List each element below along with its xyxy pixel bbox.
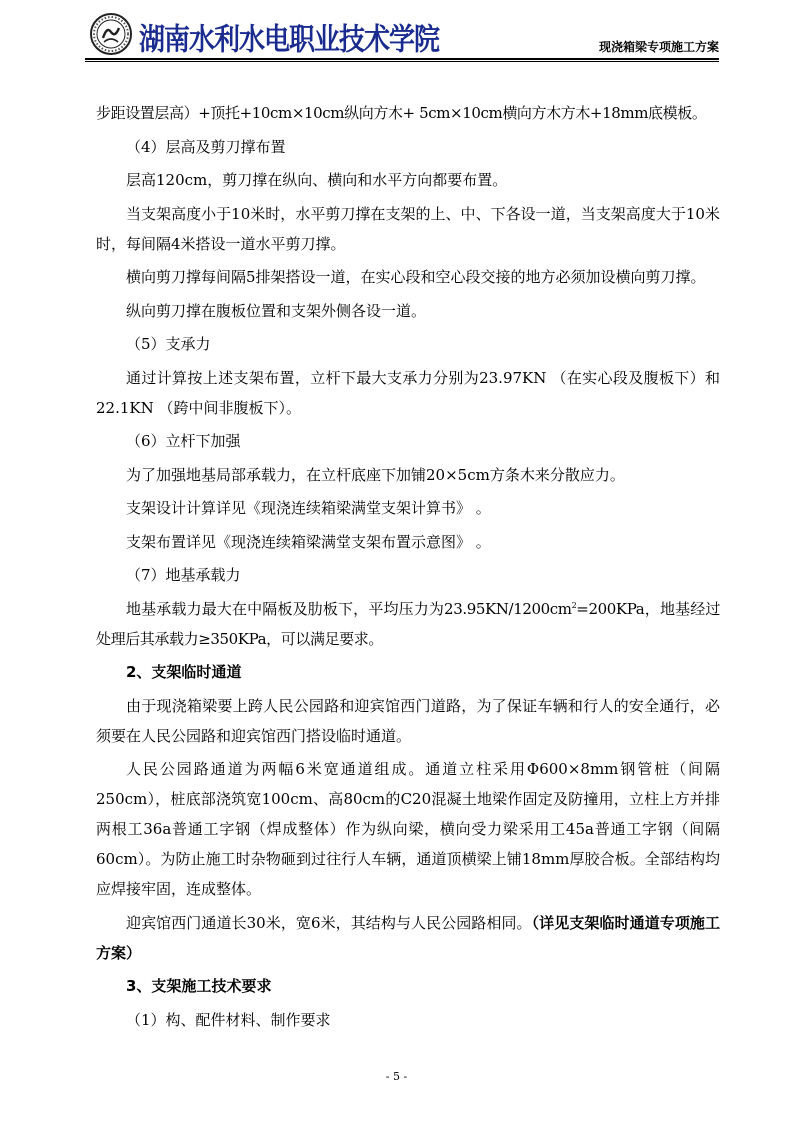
section-heading: 3、支架施工技术要求 — [126, 977, 272, 995]
superscript: 2 — [571, 600, 577, 610]
paragraph-text: 迎宾馆西门通道长30米，宽6米，其结构与人民公园路相同。 — [126, 913, 532, 932]
header-rule-thin — [85, 61, 719, 62]
bold-reference: （详见支架临时通道专项施工方案） — [96, 913, 720, 962]
paragraph-bearing — [96, 594, 720, 654]
bearing-text: =200KPa，地基经过处理后其承载力≥350KPa，可以满足要求。 — [96, 599, 720, 648]
paragraph: 层高120cm，剪刀撑在纵向、横向和水平方向都要布置。 — [126, 171, 508, 189]
paragraph: 横向剪刀撑每间隔5排架搭设一道，在实心段和空心段交接的地方必须加设横向剪刀撑。 — [126, 268, 706, 286]
bearing-text: 地基承载力最大在中隔板及肋板下，平均压力为23.95KN/1200cm — [126, 599, 572, 618]
paragraph: 人民公园路通道为两幅6米宽通道组成。通道立柱采用Φ600×8mm钢管桩（间隔250cm），桩底部浇筑宽100cm、高80cm的C20混凝土地梁作固定及防撞用，立柱上方并排两根工36a普通工字钢（焊成整体）作为纵向梁，横向受力梁采用工45a普通工字钢（间隔60cm）。为防止施工时杂物砸到过往行人车辆，通道顶横梁上铺18mm厚胶合板。全部结构均应焊接牢固，连成整体。 — [96, 760, 720, 898]
paragraph: 步距设置层高）+顶托+10cm×10cm纵向方木+ 5cm×10cm横向方木方木+18mm底模板。 — [96, 104, 707, 122]
subheading: （4）层高及剪刀撑布置 — [126, 137, 286, 156]
school-emblem-icon — [89, 12, 133, 56]
subheading: （7）地基承载力 — [126, 566, 241, 584]
page-header — [85, 10, 719, 58]
document-body — [96, 98, 720, 1038]
paragraph: 当支架高度小于10米时，水平剪刀撑在支架的上、中、下各设一道，当支架高度大于10米时，每间隔4米搭设一道水平剪刀撑。 — [96, 204, 720, 253]
paragraph — [96, 908, 720, 968]
subheading: （1）构、配件材料、制作要求 — [126, 1010, 331, 1029]
paragraph: 由于现浇箱梁要上跨人民公园路和迎宾馆西门道路，为了保证车辆和行人的安全通行，必须要在人民公园路和迎宾馆西门搭设临时通道。 — [96, 696, 720, 745]
paragraph: 支架布置详见《现浇连续箱梁满堂支架布置示意图》 。 — [126, 532, 491, 551]
paragraph: 为了加强地基局部承载力，在立杆底座下加铺20×5cm方条木来分散应力。 — [126, 465, 625, 484]
section-heading: 2、支架临时通道 — [126, 663, 242, 681]
subheading: （6）立杆下加强 — [126, 432, 241, 450]
paragraph: 纵向剪刀撑在腹板位置和支架外侧各设一道。 — [126, 301, 427, 320]
header-rule — [85, 58, 719, 60]
paragraph: 通过计算按上述支架布置，立杆下最大支承力分别为23.97KN （在实心段及腹板下）和22.1KN （跨中间非腹板下）。 — [96, 368, 720, 417]
school-name: 湖南水利水电职业技术学院 — [139, 22, 440, 58]
page-number: - 5 - — [385, 1070, 408, 1083]
paragraph: 支架设计计算详见《现浇连续箱梁满堂支架计算书》 。 — [126, 499, 491, 517]
document-title: 现浇箱梁专项施工方案 — [598, 40, 719, 54]
subheading: （5）支承力 — [126, 335, 211, 353]
